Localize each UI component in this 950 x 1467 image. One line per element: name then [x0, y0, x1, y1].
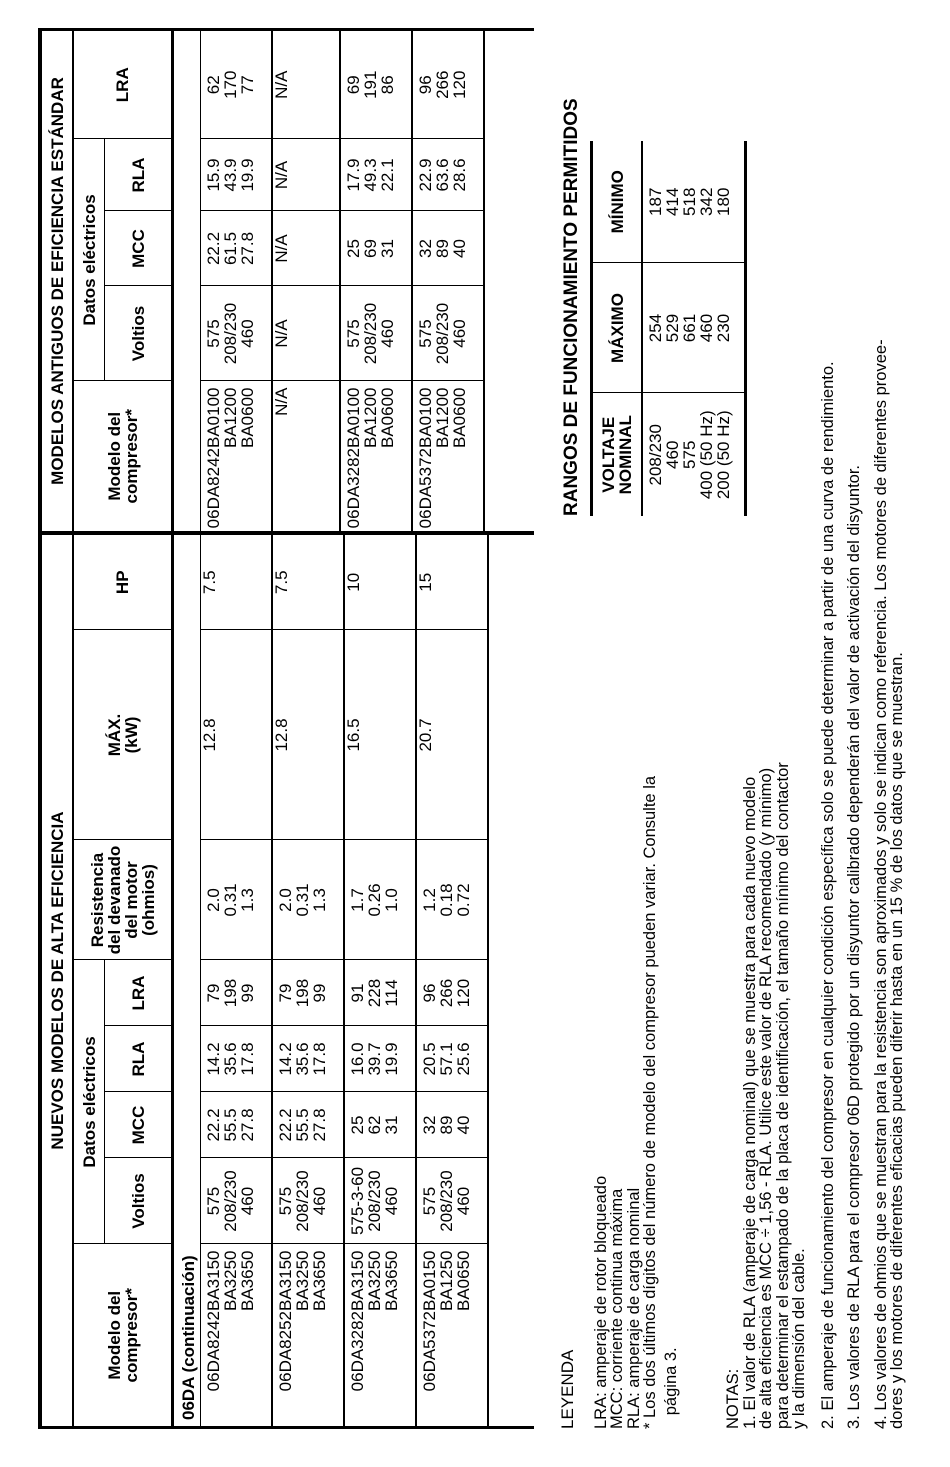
cell-text: 575-3-60 [348, 1166, 367, 1236]
cell-text: 22.2 [276, 1108, 295, 1142]
cell-text: 1.2 [420, 888, 439, 912]
cell-text: 89 [433, 239, 452, 258]
new-header-resistance [73, 840, 173, 960]
cell-text: BA3250 [365, 1250, 384, 1311]
cell-text: 35.6 [221, 1042, 240, 1076]
cell-text: 99 [238, 983, 257, 1003]
new-r2-rla [344, 1026, 416, 1092]
old-r1-models: N/A [272, 381, 340, 531]
old-r1-rla: N/A [272, 139, 340, 211]
cell-text: 460 [382, 1186, 401, 1216]
cell-text: 31 [378, 239, 397, 258]
new-r0-models [201, 1244, 273, 1426]
new-r1-lra [272, 960, 344, 1026]
note-1 [742, 29, 808, 1429]
new-r3-volts [416, 1158, 488, 1244]
cell-text: 460 [697, 313, 716, 343]
cell-text: 14.2 [204, 1042, 223, 1076]
cell-text: 06DA3282BA0100 [344, 387, 363, 529]
note-3: 3. Los valores de RLA para el compresor 06D protegido por un disyuntor calibrado dependerán del valor de activación del disyuntor. [845, 464, 863, 1429]
cell-text: 31 [382, 1115, 401, 1135]
cell-text: 208/230 [365, 1170, 384, 1232]
new-r3-mcc [416, 1092, 488, 1158]
legend-footnote: * Los dos últimos dígitos del número de modelo del compresor pueden variar. Consulte la [641, 775, 659, 1429]
cell-text: 1.3 [238, 888, 257, 912]
note-4 [873, 29, 906, 1429]
legend-line: LRA: amperaje de rotor bloqueado [591, 1175, 610, 1429]
cell-text: 180 [714, 187, 733, 216]
old-header-volts: Voltios [105, 286, 173, 381]
old-r3-rla [412, 139, 484, 211]
cell-text: 63.6 [433, 158, 452, 192]
cell-text: 254 [646, 313, 665, 343]
cell-text: 208/230 [221, 1170, 240, 1232]
cell-text: 198 [221, 978, 240, 1008]
cell-text: 17.8 [238, 1042, 257, 1076]
cell-text: 460 [378, 319, 397, 348]
cell-text: 25 [348, 1115, 367, 1135]
cell-text: 27.8 [310, 1108, 329, 1142]
cell-text: 14.2 [276, 1042, 295, 1076]
cell-text: 55.5 [293, 1108, 312, 1142]
cell-text: 0.31 [293, 883, 312, 917]
cell-text: 28.6 [450, 158, 469, 192]
cell-text: 198 [293, 978, 312, 1008]
cell-text: 460 [450, 319, 469, 348]
new-r1-resistance [272, 840, 344, 960]
cell-text: BA3250 [293, 1250, 312, 1311]
old-r2-rla [340, 139, 412, 211]
new-header-res-l3: del motor [121, 861, 141, 939]
cell-text: 40 [450, 239, 469, 258]
ranges-table-box [590, 141, 747, 516]
new-header-lra: LRA [105, 960, 173, 1026]
note-1-line: y la dimensión del cable. [790, 1248, 808, 1429]
table-row [344, 535, 416, 1426]
cell-text: 27.8 [238, 1108, 257, 1142]
new-header-mcc: MCC [105, 1092, 173, 1158]
new-r1-rla [272, 1026, 344, 1092]
cell-text: 0.72 [454, 883, 473, 917]
new-header-model-l2: compresor* [121, 1288, 141, 1383]
new-header-res-l1: Resistencia [87, 852, 107, 948]
cell-text: 89 [437, 1115, 456, 1135]
cell-text: 99 [310, 983, 329, 1003]
old-r1-volts: N/A [272, 286, 340, 381]
cell-text: 35.6 [293, 1042, 312, 1076]
legend-block [560, 609, 679, 1429]
note-4-line: 4. Los valores de ohmios que se muestran para la resistencia son aproximados y solo se indican como referencia. Los motores de diferentes provee- [871, 339, 890, 1429]
new-r1-mcc [272, 1092, 344, 1158]
cell-text: 460 [454, 1186, 473, 1216]
ranges-header-nominal-l2: NOMINAL [616, 415, 635, 495]
new-r1-volts [272, 1158, 344, 1244]
cell-text: 22.9 [416, 158, 435, 192]
table-row [416, 535, 488, 1426]
notes-block [725, 29, 906, 1429]
cell-text: 40 [454, 1115, 473, 1135]
ranges-header-max: MÁXIMO [592, 263, 643, 393]
old-r3-models [412, 381, 484, 531]
cell-text: 22.2 [204, 231, 223, 266]
cell-text: 79 [276, 983, 295, 1003]
cell-text: 208/230 [437, 1170, 456, 1232]
new-r2-models [344, 1244, 416, 1426]
old-subheader: Datos eléctricos [73, 139, 105, 381]
old-r2-mcc [340, 211, 412, 286]
cell-text: 575 [680, 440, 699, 469]
old-header-model-l2: compresor* [121, 409, 141, 504]
cell-text: 19.9 [382, 1042, 401, 1076]
old-r0-mcc [201, 211, 273, 286]
cell-text: 518 [680, 187, 699, 216]
cell-text: 575 [204, 1186, 223, 1216]
new-header-maxkw-l2: (kW) [121, 716, 141, 754]
cell-text: 32 [420, 1115, 439, 1135]
old-r2-volts [340, 286, 412, 381]
cell-text: 200 (50 Hz) [714, 410, 733, 500]
cell-text: 208/230 [433, 302, 452, 365]
new-r0-maxkw: 12.8 [201, 630, 273, 840]
ranges-title: RANGOS DE FUNCIONAMIENTO PERMITIDOS [561, 98, 582, 516]
note-1-line: de alta eficiencia es MCC ÷ 1,56 - RLA. Utilice este valor de RLA recomendado (y mínimo) [757, 767, 775, 1429]
cell-text: 120 [454, 978, 473, 1008]
cell-text: 0.26 [365, 883, 384, 917]
table-left-rule [38, 1426, 534, 1429]
new-header-maxkw-l1: MÁX. [104, 713, 124, 757]
cell-text: 342 [697, 187, 716, 216]
note-4-line: dores y los motores de diferentes eficacias pueden diferir hasta en un 15 % de los datos que se muestran. [888, 652, 906, 1429]
cell-text: 414 [663, 187, 682, 216]
cell-text: 17.8 [310, 1042, 329, 1076]
ranges-table [590, 141, 747, 516]
note-1-line: para determinar el estampado de la placa de identificación, el tamaño mínimo del contactor [773, 762, 792, 1429]
continuation-label: 06DA (continuación) [173, 535, 201, 1426]
cell-text: 06DA8252BA3150 [276, 1250, 295, 1392]
cell-text: 06DA3282BA3150 [348, 1250, 367, 1392]
cell-text: 91 [348, 983, 367, 1003]
cell-text: 16.0 [348, 1042, 367, 1076]
new-header-model-l1: Modelo del [104, 1290, 124, 1380]
legend-line: MCC: corriente continua máxima [608, 1188, 626, 1429]
new-r3-maxkw: 20.7 [416, 630, 488, 840]
new-r0-mcc [201, 1092, 273, 1158]
new-r3-resistance [416, 840, 488, 960]
cell-text: 460 [238, 1186, 257, 1216]
cell-text: 32 [416, 239, 435, 258]
old-models-body [201, 31, 485, 531]
cell-text: 208/230 [221, 302, 240, 365]
cell-text: 208/230 [646, 424, 665, 486]
cell-text: 25 [344, 239, 363, 258]
notes-title: NOTAS: [724, 1368, 742, 1429]
cell-text: 62 [365, 1115, 384, 1135]
new-r0-resistance [201, 840, 273, 960]
cell-text: 27.8 [238, 231, 257, 266]
cell-text: BA0600 [450, 387, 469, 448]
cell-text: 96 [420, 983, 439, 1003]
old-header-mcc: MCC [105, 211, 173, 286]
cell-text: 0.18 [437, 883, 456, 917]
new-header-model [73, 1244, 173, 1426]
old-r3-lra [412, 31, 484, 139]
old-r3-volts [412, 286, 484, 381]
note-2: 2. El amperaje de funcionamiento del compresor en cualquier condición específica solo se puede determinar a partir de una curva de rendimiento. [818, 361, 837, 1429]
table-row [340, 31, 412, 531]
cell-text: 39.7 [365, 1042, 384, 1076]
cell-text: 77 [238, 75, 257, 95]
cell-text: 15.9 [204, 158, 223, 192]
cell-text: 400 (50 Hz) [697, 410, 716, 500]
cell-text: 06DA5372BA0150 [420, 1250, 439, 1392]
cell-text: 661 [680, 313, 699, 343]
old-header-rla: RLA [105, 139, 173, 211]
cell-text: 228 [365, 978, 384, 1008]
cell-text: 55.5 [221, 1108, 240, 1142]
cell-text: 1.0 [382, 888, 401, 912]
cell-text: 187 [646, 187, 665, 216]
ranges-header-min: MÍNIMO [607, 170, 627, 234]
cell-text: 2.0 [204, 888, 223, 912]
cell-text: 120 [450, 70, 469, 99]
new-r1-hp: 7.5 [272, 535, 344, 630]
new-r2-lra [344, 960, 416, 1026]
old-header-model-l1: Modelo del [104, 411, 124, 501]
new-r2-volts [344, 1158, 416, 1244]
cell-text: 61.5 [221, 231, 240, 266]
cell-text: 49.3 [361, 158, 380, 192]
new-header-res-l2: del devanado [104, 845, 124, 955]
new-r0-volts [201, 1158, 273, 1244]
old-r2-models [340, 381, 412, 531]
cell-text: BA3250 [221, 1250, 240, 1311]
old-header-model [73, 381, 173, 531]
old-r0-models [201, 381, 273, 531]
cell-text: 06DA5372BA0100 [416, 387, 435, 529]
old-header-lra: LRA [73, 31, 173, 139]
note-1-line: 1. El valor de RLA (amperaje de carga nominal) que se muestra para cada nuevo modelo [740, 776, 759, 1429]
old-models-table [42, 31, 485, 531]
cell-text: 460 [238, 319, 257, 348]
new-r2-maxkw: 16.5 [344, 630, 416, 840]
cell-text: 17.9 [344, 158, 363, 192]
old-spacer [173, 31, 201, 531]
cell-text: 69 [361, 239, 380, 258]
legend-line: RLA: amperaje de carga nominal [624, 1187, 643, 1429]
cell-text: 22.2 [204, 1108, 223, 1142]
cell-text: 86 [378, 75, 397, 95]
old-r0-lra [201, 31, 273, 139]
cell-text: 208/230 [361, 302, 380, 365]
cell-text: 575 [420, 1186, 439, 1216]
cell-text: 62 [204, 75, 223, 95]
legend-footnote-cont: página 3. [661, 1347, 680, 1429]
cell-text: BA1200 [361, 387, 380, 448]
old-models-title: MODELOS ANTIGUOS DE EFICIENCIA ESTÁNDAR [42, 31, 73, 531]
cell-text: 0.31 [221, 883, 240, 917]
cell-text: 529 [663, 313, 682, 343]
new-subheader: Datos eléctricos [73, 960, 105, 1244]
new-r2-mcc [344, 1092, 416, 1158]
new-header-res-l4: (ohmios) [138, 864, 158, 936]
old-r1-mcc: N/A [272, 211, 340, 286]
cell-text: 230 [714, 313, 733, 343]
new-r0-hp: 7.5 [201, 535, 273, 630]
cell-text: 460 [663, 440, 682, 469]
cell-text: BA3650 [310, 1250, 329, 1311]
cell-text: 575 [344, 319, 363, 348]
new-header-volts: Voltios [105, 1158, 173, 1244]
new-r3-hp: 15 [416, 535, 488, 630]
cell-text: BA1200 [221, 387, 240, 448]
new-r3-models [416, 1244, 488, 1426]
cell-text: 2.0 [276, 888, 295, 912]
cell-text: 69 [344, 75, 363, 95]
cell-text: 06DA8242BA0100 [204, 387, 223, 529]
cell-text: 575 [276, 1186, 295, 1216]
cell-text: 266 [433, 70, 452, 99]
ranges-header-nominal [592, 393, 643, 516]
legend-title: LEYENDA [558, 1349, 577, 1429]
new-r0-lra [201, 960, 273, 1026]
cell-text: 57.1 [437, 1042, 456, 1076]
new-models-title: NUEVOS MODELOS DE ALTA EFICIENCIA [42, 535, 73, 1426]
old-r1-lra: N/A [272, 31, 340, 139]
cell-text: 1.3 [310, 888, 329, 912]
cell-text: 25.6 [454, 1042, 473, 1076]
cell-text: 79 [204, 983, 223, 1003]
table-row [201, 535, 273, 1426]
old-r0-rla [201, 139, 273, 211]
cell-text: BA0600 [378, 387, 397, 448]
old-r2-lra [340, 31, 412, 139]
new-r1-maxkw: 12.8 [272, 630, 344, 840]
new-r3-rla [416, 1026, 488, 1092]
cell-text: 266 [437, 978, 456, 1008]
table-row [272, 31, 340, 531]
cell-text: 191 [361, 70, 380, 99]
table-row [412, 31, 484, 531]
new-header-hp: HP [73, 535, 173, 630]
new-header-maxkw [73, 630, 173, 840]
table-row [201, 31, 273, 531]
new-r3-lra [416, 960, 488, 1026]
cell-text: 96 [416, 75, 435, 95]
cell-text: 06DA8242BA3150 [204, 1250, 223, 1392]
cell-text: 460 [310, 1186, 329, 1216]
cell-text: BA1250 [437, 1250, 456, 1311]
new-r2-hp: 10 [344, 535, 416, 630]
cell-text: BA0650 [454, 1250, 473, 1311]
cell-text: BA3650 [382, 1250, 401, 1311]
cell-text: 208/230 [293, 1170, 312, 1232]
table-row [272, 535, 344, 1426]
old-r0-volts [201, 286, 273, 381]
cell-text: BA3650 [238, 1250, 257, 1311]
cell-text: 170 [221, 70, 240, 99]
cell-text: BA1200 [433, 387, 452, 448]
cell-text: 22.1 [378, 158, 397, 192]
new-r2-resistance [344, 840, 416, 960]
new-header-rla: RLA [105, 1026, 173, 1092]
cell-text: 575 [416, 319, 435, 348]
cell-text: 19.9 [238, 158, 257, 192]
cell-text: 20.5 [420, 1042, 439, 1076]
new-models-table [42, 535, 489, 1426]
old-r3-mcc [412, 211, 484, 286]
cell-text: 1.7 [348, 888, 367, 912]
cell-text: BA0600 [238, 387, 257, 448]
cell-text: 43.9 [221, 158, 240, 192]
cell-text: 114 [382, 979, 401, 1007]
ranges-header-nominal-l1: VOLTAJE [599, 416, 618, 493]
new-models-body [201, 535, 489, 1426]
cell-text: 575 [204, 319, 223, 348]
new-r0-rla [201, 1026, 273, 1092]
new-r1-models [272, 1244, 344, 1426]
